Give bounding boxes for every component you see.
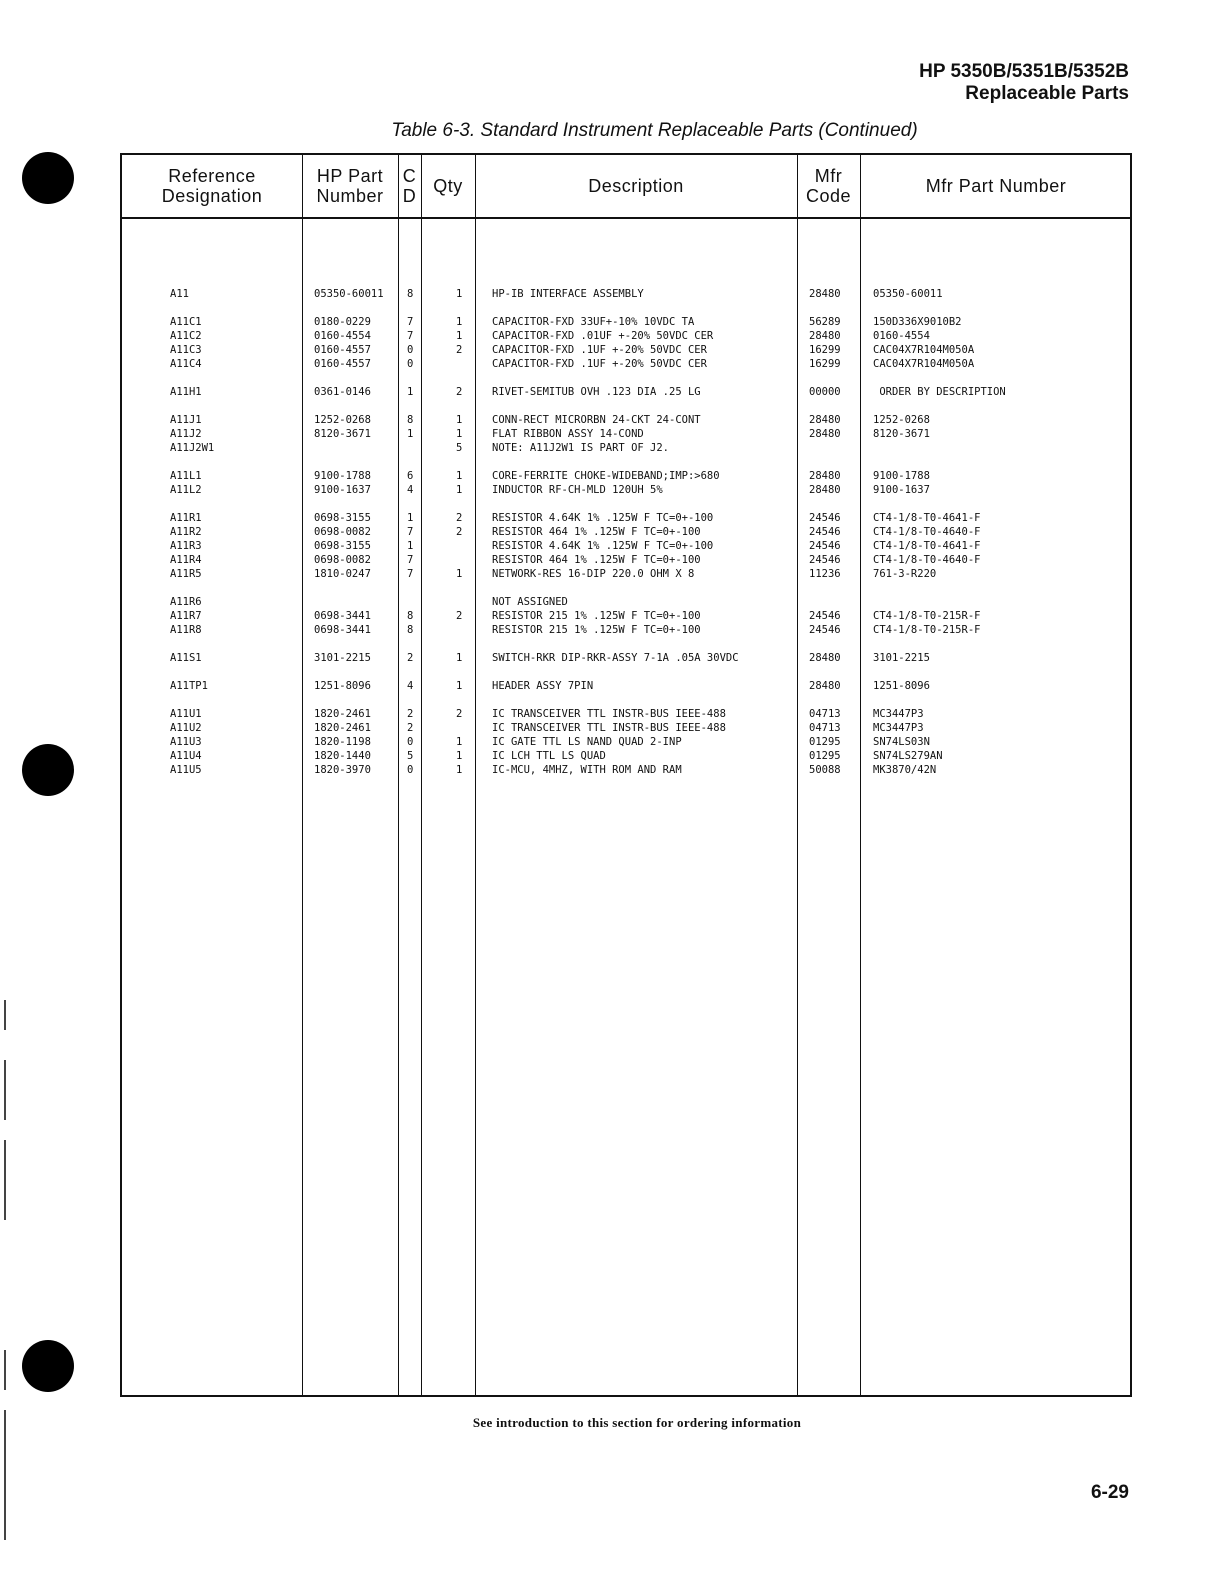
scan-edge-mark — [4, 1060, 6, 1120]
scan-edge-mark — [4, 1350, 6, 1390]
scan-edge-mark — [4, 1140, 6, 1220]
header-reference-designation: Reference Designation — [161, 166, 263, 206]
scan-edge-mark — [4, 1000, 6, 1030]
page-number: 6-29 — [1090, 1482, 1129, 1503]
document-model-header: HP 5350B/5351B/5352B — [919, 61, 1129, 82]
column-divider — [797, 155, 798, 1395]
header-qty: Qty — [433, 176, 463, 196]
binder-hole-middle — [22, 744, 74, 796]
binder-hole-top — [22, 152, 74, 204]
column-cd: 8 7 7 0 0 1 8 1 6 4 1 7 1 7 7 8 8 2 4 2 2 0 5 0 — [407, 288, 414, 776]
column-mfr-part-number: 05350-60011 150D336X9010B2 0160-4554 CAC04X7R104M050A CAC04X7R104M050A ORDER BY DESCRIPTION 1252-0268 8120-3671 9100-1788 9100-1637 CT4-1/8-T0-4641-F CT4-1/8-T0-4640-F CT4-1/8-T0-4641-F CT4-1/8-T0-4640-F 761-3-R220 CT4-1/8-T0-215R-F CT4-1/8-T0-215R-F 3101-2215 1251-8096 MC3447P3 MC3447P3 SN74LS03N SN74LS279AN MK3870/42N — [873, 288, 1006, 776]
parts-table — [120, 153, 1132, 1397]
column-qty: 1 1 1 2 2 1 1 5 1 1 2 2 1 2 1 1 2 1 1 1 — [456, 288, 463, 776]
column-divider — [860, 155, 861, 1395]
binder-hole-bottom — [22, 1340, 74, 1392]
column-divider — [398, 155, 399, 1395]
column-mfr-code: 28480 56289 28480 16299 16299 00000 28480 28480 28480 28480 24546 24546 24546 24546 11236 24546 24546 28480 28480 04713 04713 01295 01295 50088 — [809, 288, 841, 776]
header-mfr-part-number: Mfr Part Number — [925, 176, 1067, 196]
ordering-info-note: See introduction to this section for ordering information — [472, 1415, 802, 1430]
column-description: HP-IB INTERFACE ASSEMBLY CAPACITOR-FXD 33UF+-10% 10VDC TA CAPACITOR-FXD .01UF +-20% 50VDC CER CAPACITOR-FXD .1UF +-20% 50VDC CER CAPACITOR-FXD .1UF +-20% 50VDC CER RIVET-SEMITUB OVH .123 DIA .25 LG CONN-RECT MICRORBN 24-CKT 24-CONT FLAT RIBBON ASSY 14-COND NOTE: A11J2W1 IS PART OF J2. CORE-FERRITE CHOKE-WIDEBAND;IMP:>680 INDUCTOR RF-CH-MLD 120UH 5% RESISTOR 4.64K 1% .125W F TC=0+-100 RESISTOR 464 1% .125W F TC=0+-100 RESISTOR 4.64K 1% .125W F TC=0+-100 RESISTOR 464 1% .125W F TC=0+-100 NETWORK-RES 16-DIP 220.0 OHM X 8 NOT ASSIGNED RESISTOR 215 1% .125W F TC=0+-100 RESISTOR 215 1% .125W F TC=0+-100 SWITCH-RKR DIP-RKR-ASSY 7-1A .05A 30VDC HEADER ASSY 7PIN IC TRANSCEIVER TTL INSTR-BUS IEEE-488 IC TRANSCEIVER TTL INSTR-BUS IEEE-488 IC GATE TTL LS NAND QUAD 2-INP IC LCH TTL LS QUAD IC-MCU, 4MHZ, WITH ROM AND RAM — [492, 288, 739, 776]
header-mfr-code: Mfr Code — [805, 166, 852, 206]
column-hp-part-number: 05350-60011 0180-0229 0160-4554 0160-4557 0160-4557 0361-0146 1252-0268 8120-3671 9100-1788 9100-1637 0698-3155 0698-0082 0698-3155 0698-0082 1810-0247 0698-3441 0698-3441 3101-2215 1251-8096 1820-2461 1820-2461 1820-1198 1820-1440 1820-3970 — [314, 288, 384, 776]
header-cd: C D — [402, 166, 417, 206]
column-divider — [475, 155, 476, 1395]
section-title: Replaceable Parts — [965, 83, 1129, 104]
column-divider — [302, 155, 303, 1395]
header-hp-part-number: HP Part Number — [316, 166, 384, 206]
column-reference-designation: A11 A11C1 A11C2 A11C3 A11C4 A11H1 A11J1 A11J2 A11J2W1 A11L1 A11L2 A11R1 A11R2 A11R3 A11R4 A11R5 A11R6 A11R7 A11R8 A11S1 A11TP1 A11U1 A11U2 A11U3 A11U4 A11U5 — [170, 288, 215, 776]
column-divider — [421, 155, 422, 1395]
table-caption: Table 6-3. Standard Instrument Replaceable Parts (Continued) — [391, 120, 918, 141]
header-description: Description — [588, 176, 684, 196]
